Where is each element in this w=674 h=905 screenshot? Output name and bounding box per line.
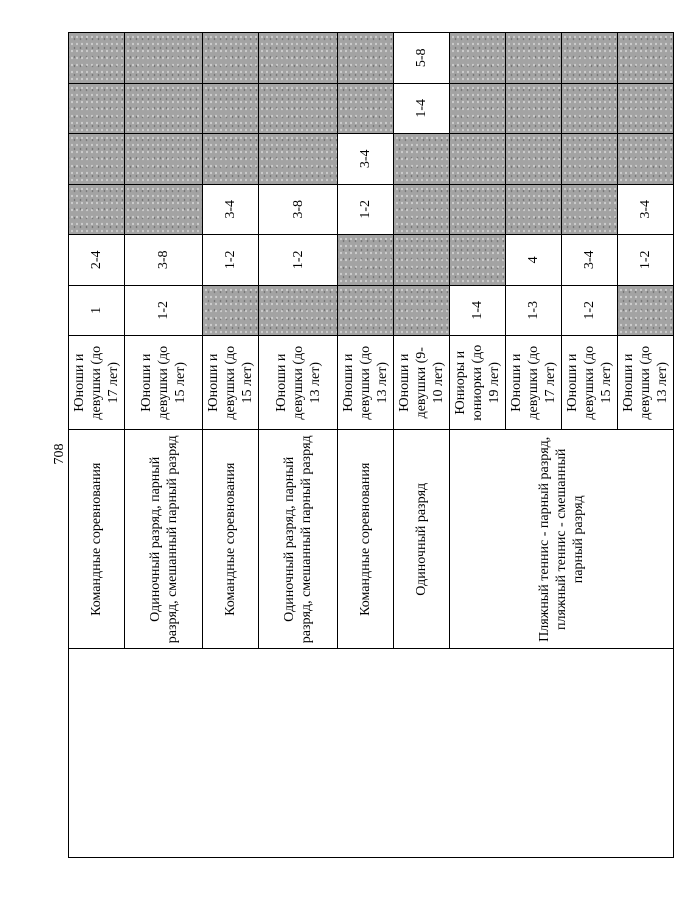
age-group-cell: Юноши и девушки (до 17 лет) [506, 336, 562, 430]
place-cell [618, 83, 674, 134]
place-cell [618, 33, 674, 84]
age-group-cell: Юноши и девушки (9-10 лет) [394, 336, 450, 430]
place-cell: 1-2 [125, 285, 203, 336]
rotated-table-wrapper [68, 32, 670, 858]
place-cell [394, 285, 450, 336]
place-cell: 3-4 [618, 184, 674, 235]
place-cell [125, 134, 203, 185]
place-cell: 3-4 [562, 235, 618, 286]
page-number: 708 [52, 443, 67, 465]
discipline-cell: Командные соревнования [69, 430, 125, 649]
place-cell: 2-4 [69, 235, 125, 286]
place-cell: 1-4 [394, 83, 450, 134]
place-cell [618, 285, 674, 336]
place-cell [562, 134, 618, 185]
place-cell [203, 285, 259, 336]
age-group-cell: Юноши и девушки (до 17 лет) [69, 336, 125, 430]
place-cell [338, 33, 394, 84]
place-cell: 3-8 [259, 184, 338, 235]
place-cell [338, 285, 394, 336]
age-group-cell: Юноши и девушки (до 15 лет) [125, 336, 203, 430]
ranking-table [68, 32, 674, 858]
place-cell: 1-2 [562, 285, 618, 336]
place-cell [394, 235, 450, 286]
place-cell [618, 134, 674, 185]
age-group-cell: Юноши и девушки (до 13 лет) [259, 336, 338, 430]
place-cell [562, 33, 618, 84]
discipline-cell: Одиночный разряд, парный разряд, смешанный парный разряд [259, 430, 338, 649]
place-cell [203, 83, 259, 134]
place-cell [203, 134, 259, 185]
place-cell: 3-4 [203, 184, 259, 235]
place-cell [506, 83, 562, 134]
place-cell [450, 235, 506, 286]
discipline-cell: Одиночный разряд [394, 430, 450, 649]
place-cell [506, 134, 562, 185]
place-cell [338, 235, 394, 286]
place-cell [394, 184, 450, 235]
place-cell: 5-8 [394, 33, 450, 84]
place-cell [562, 83, 618, 134]
age-group-cell: Юноши и девушки (до 15 лет) [203, 336, 259, 430]
discipline-cell: Одиночный разряд, парный разряд, смешанный парный разряд [125, 430, 203, 649]
place-cell: 1 [69, 285, 125, 336]
place-cell [125, 184, 203, 235]
place-cell [69, 134, 125, 185]
place-cell [69, 184, 125, 235]
discipline-cell: Командные соревнования [203, 430, 259, 649]
place-cell [69, 83, 125, 134]
place-cell [450, 83, 506, 134]
place-cell: 1-4 [450, 285, 506, 336]
table-row [69, 33, 125, 858]
age-group-cell: Юноши и девушки (до 13 лет) [338, 336, 394, 430]
place-cell [259, 83, 338, 134]
place-cell [203, 33, 259, 84]
place-cell: 1-2 [338, 184, 394, 235]
age-group-cell: Юноши и девушки (до 13 лет) [618, 336, 674, 430]
place-cell: 1-2 [203, 235, 259, 286]
place-cell [259, 285, 338, 336]
blank-column-cell [69, 649, 674, 858]
place-cell: 1-3 [506, 285, 562, 336]
place-cell [450, 33, 506, 84]
place-cell [394, 134, 450, 185]
place-cell [125, 83, 203, 134]
age-group-cell: Юниоры и юниорки (до 19 лет) [450, 336, 506, 430]
place-cell [259, 134, 338, 185]
place-cell [259, 33, 338, 84]
place-cell: 3-8 [125, 235, 203, 286]
place-cell [506, 33, 562, 84]
place-cell [69, 33, 125, 84]
place-cell: 3-4 [338, 134, 394, 185]
discipline-cell: Командные соревнования [338, 430, 394, 649]
place-cell [562, 184, 618, 235]
place-cell [450, 134, 506, 185]
place-cell: 1-2 [259, 235, 338, 286]
place-cell [450, 184, 506, 235]
place-cell [338, 83, 394, 134]
age-group-cell: Юноши и девушки (до 15 лет) [562, 336, 618, 430]
place-cell: 1-2 [618, 235, 674, 286]
discipline-cell: Пляжный теннис - парный разряд, пляжный теннис - смешанный парный разряд [450, 430, 674, 649]
place-cell [506, 184, 562, 235]
place-cell [125, 33, 203, 84]
place-cell: 4 [506, 235, 562, 286]
